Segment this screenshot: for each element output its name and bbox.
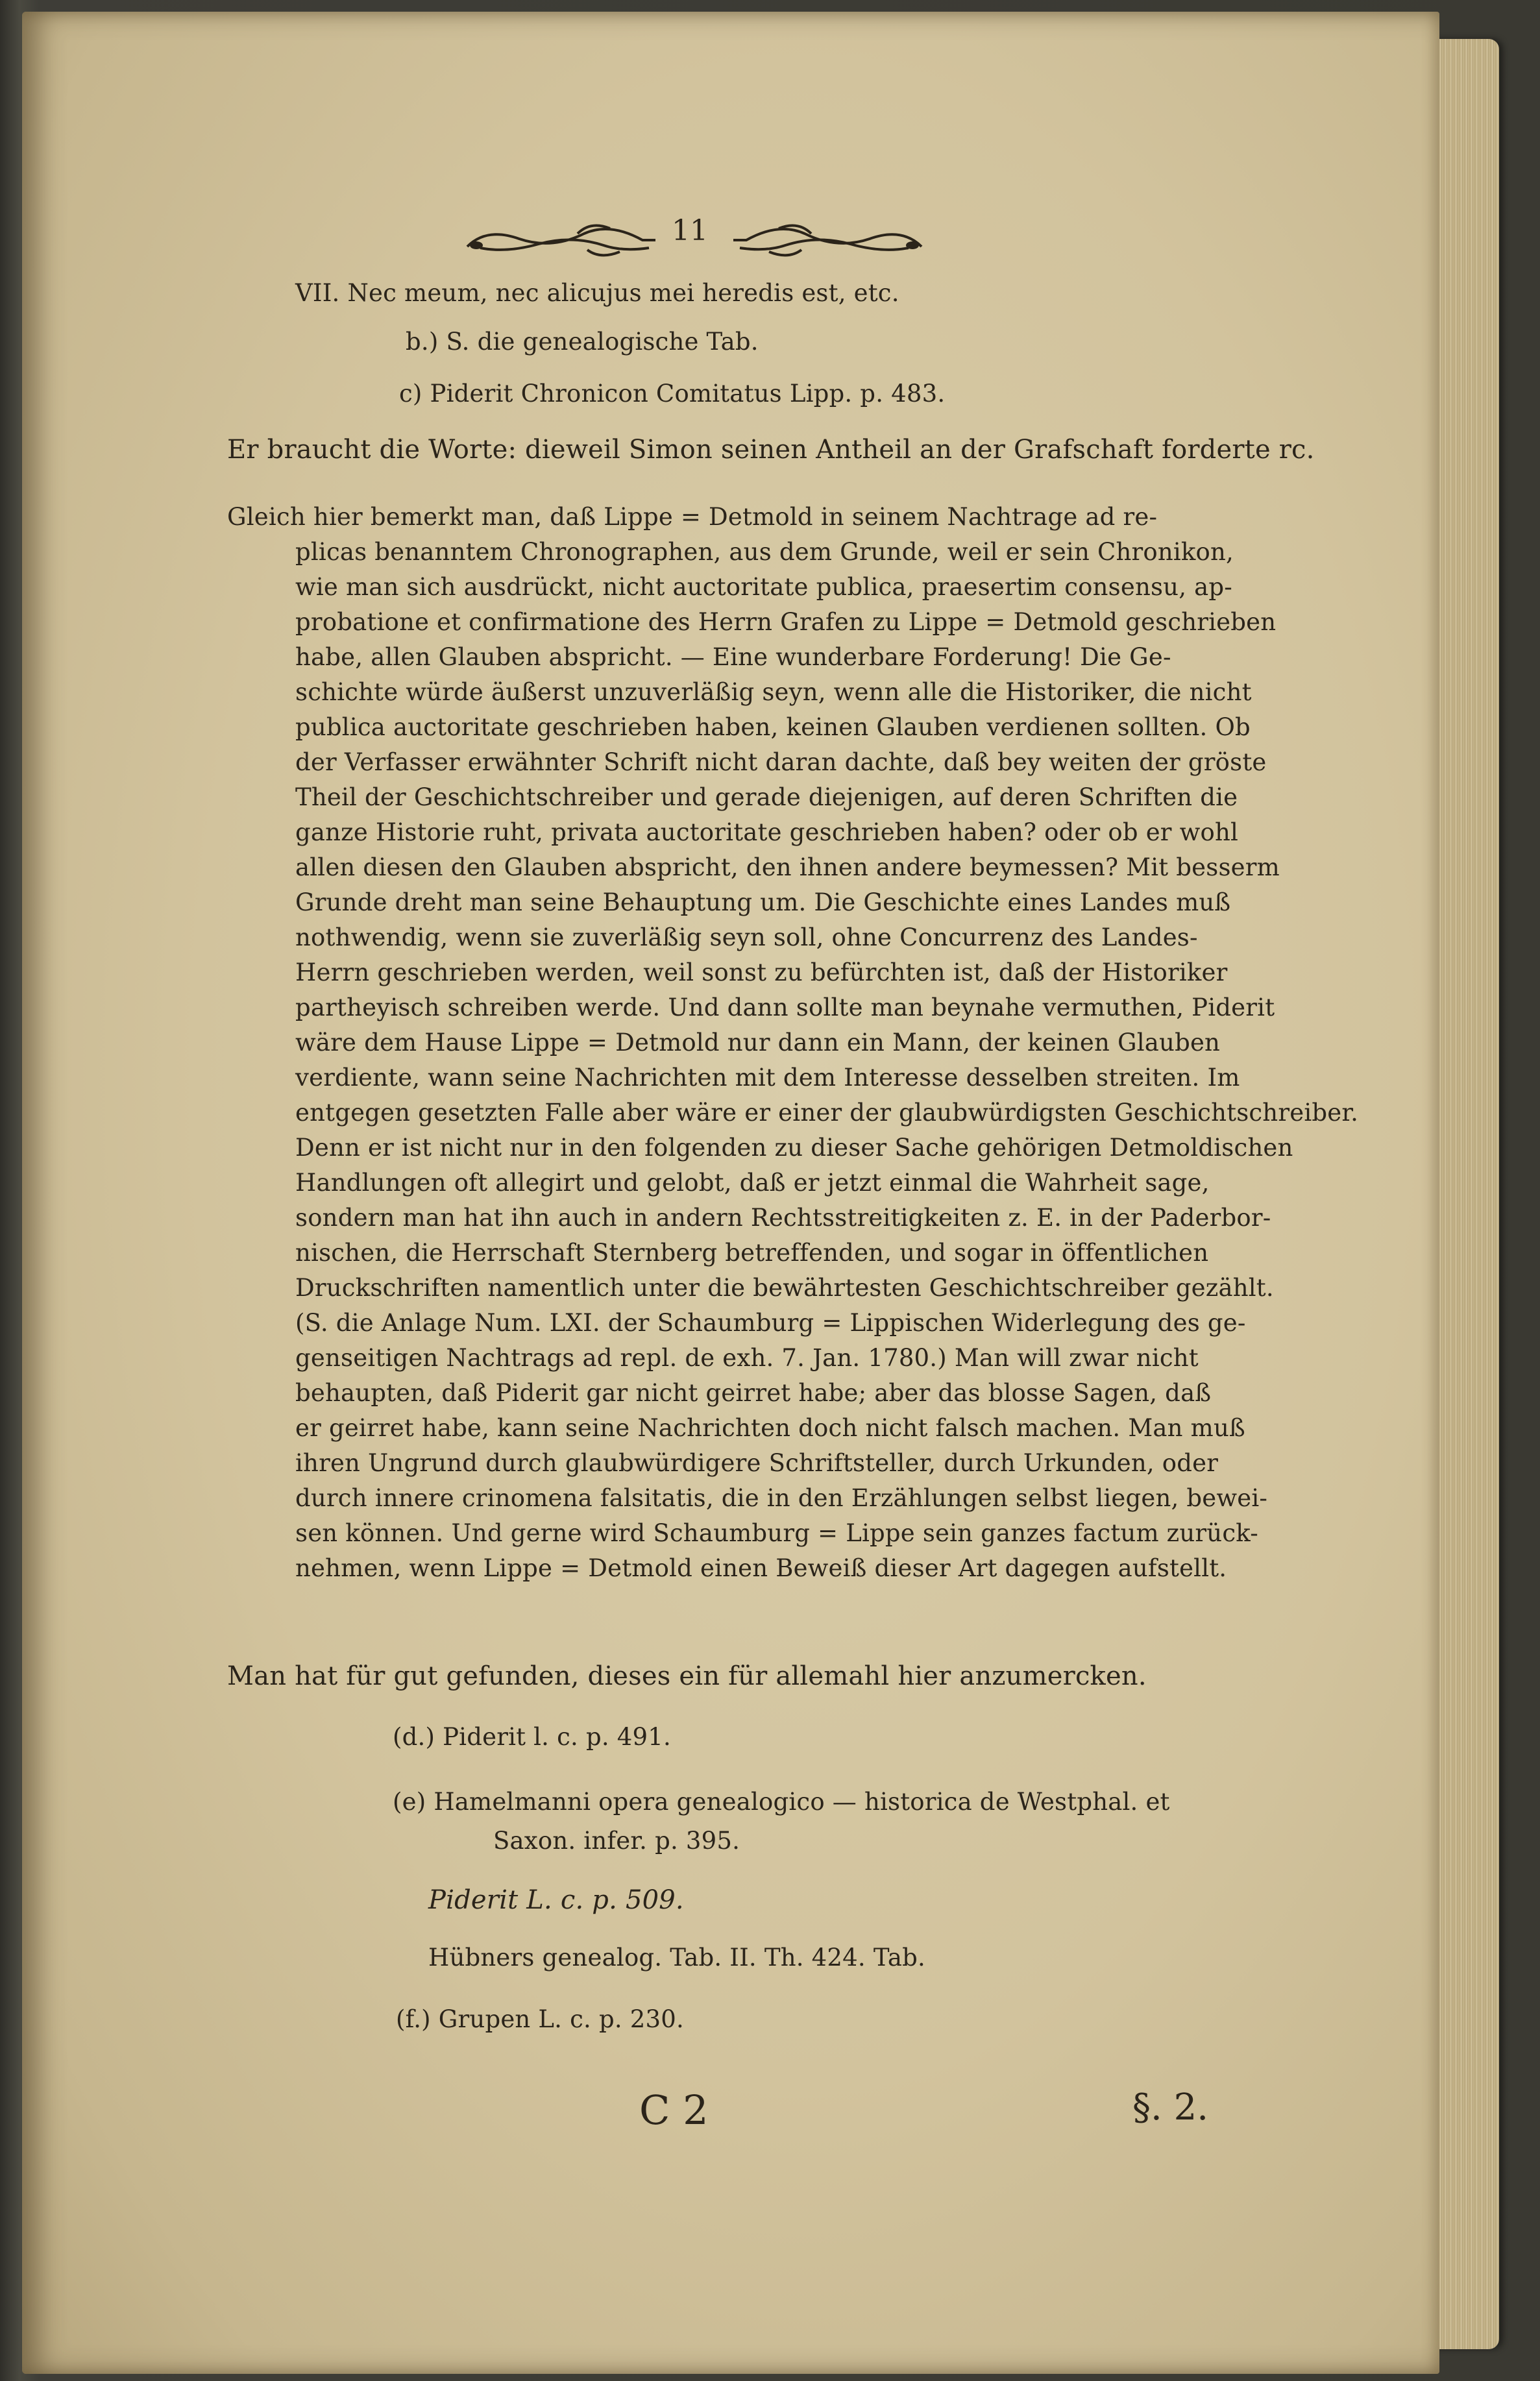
paragraph-line: genseitigen Nachtrags ad repl. de exh. 7. Jan. 1780.) Man will zwar nicht: [295, 1344, 1199, 1372]
paragraph-line: nehmen, wenn Lippe = Detmold einen Beweiß dieser Art dagegen aufstellt.: [295, 1554, 1227, 1582]
note-top-2: b.) S. die genealogische Tab.: [406, 328, 759, 356]
note-bottom-4: Piderit L. c. p. 509.: [428, 1885, 684, 1915]
paragraph-line: sondern man hat ihn auch in andern Rechtsstreitigkeiten z. E. in der Paderbor-: [295, 1204, 1271, 1232]
paragraph-line: Denn er ist nicht nur in den folgenden zu dieser Sache gehörigen Detmoldischen: [295, 1134, 1293, 1162]
paragraph-line: plicas benanntem Chronographen, aus dem Grunde, weil er sein Chronikon,: [295, 538, 1234, 566]
note-bottom-6: (f.) Grupen L. c. p. 230.: [396, 2005, 684, 2033]
paragraph-line: behaupten, daß Piderit gar nicht geirret habe; aber das blosse Sagen, daß: [295, 1379, 1212, 1407]
paragraph-line: ganze Historie ruht, privata auctoritate geschrieben haben? oder ob er wohl: [295, 818, 1239, 846]
closing-line: Man hat für gut gefunden, dieses ein für allemahl hier anzumercken.: [227, 1661, 1147, 1691]
paragraph-line: Theil der Geschichtschreiber und gerade diejenigen, auf deren Schriften die: [295, 783, 1238, 811]
intro-line: Er braucht die Worte: dieweil Simon seinen Antheil an der Grafschaft forderte rc.: [227, 435, 1315, 465]
paragraph-line: partheyisch schreiben werde. Und dann sollte man beynahe vermuthen, Piderit: [295, 994, 1275, 1021]
paragraph-line: habe, allen Glauben abspricht. — Eine wunderbare Forderung! Die Ge-: [295, 643, 1171, 671]
paragraph-line: nischen, die Herrschaft Sternberg betreffenden, und sogar in öffentlichen: [295, 1239, 1209, 1267]
note-bottom-2: (e) Hamelmanni opera genealogico — historica de Westphal. et: [393, 1788, 1170, 1816]
paragraph-line: Druckschriften namentlich unter die bewährtesten Geschichtschreiber gezählt.: [295, 1274, 1274, 1302]
note-bottom-5: Hübners genealog. Tab. II. Th. 424. Tab.: [428, 1944, 925, 1972]
paragraph-line: wäre dem Hause Lippe = Detmold nur dann ein Mann, der keinen Glauben: [295, 1029, 1221, 1056]
paragraph-line: er geirret habe, kann seine Nachrichten doch nicht falsch machen. Man muß: [295, 1414, 1245, 1442]
note-top-3: c) Piderit Chronicon Comitatus Lipp. p. 483.: [399, 380, 946, 408]
paragraph-line: entgegen gesetzten Falle aber wäre er einer der glaubwürdigsten Geschichtschreiber.: [295, 1099, 1359, 1127]
paragraph-line: publica auctoritate geschrieben haben, keinen Glauben verdienen sollten. Ob: [295, 713, 1251, 741]
paragraph-line: sen können. Und gerne wird Schaumburg = Lippe sein ganzes factum zurück-: [295, 1519, 1258, 1547]
paragraph-line: allen diesen den Glauben abspricht, den ihnen andere beymessen? Mit besserm: [295, 853, 1280, 881]
paragraph-line: Herrn geschrieben werden, weil sonst zu befürchten ist, daß der Historiker: [295, 959, 1228, 986]
paragraph-line: Handlungen oft allegirt und gelobt, daß er jetzt einmal die Wahrheit sage,: [295, 1169, 1210, 1197]
paragraph-line: Gleich hier bemerkt man, daß Lippe = Detmold in seinem Nachtrage ad re-: [227, 503, 1158, 531]
paragraph-line: schichte würde äußerst unzuverläßig seyn, wenn alle die Historiker, die nicht: [295, 678, 1252, 706]
catchword: §. 2.: [1132, 2086, 1209, 2129]
paragraph-line: wie man sich ausdrückt, nicht auctoritate publica, praesertim consensu, ap-: [295, 573, 1232, 601]
note-bottom-3: Saxon. infer. p. 395.: [493, 1827, 740, 1855]
paragraph-line: Grunde dreht man seine Behauptung um. Die Geschichte eines Landes muß: [295, 888, 1231, 916]
paragraph-line: der Verfasser erwähnter Schrift nicht daran dachte, daß bey weiten der gröste: [295, 748, 1267, 776]
paragraph-line: nothwendig, wenn sie zuverläßig seyn soll, ohne Concurrenz des Landes-: [295, 923, 1198, 951]
paragraph-line: ihren Ungrund durch glaubwürdigere Schriftsteller, durch Urkunden, oder: [295, 1449, 1219, 1477]
paragraph-line: (S. die Anlage Num. LXI. der Schaumburg = Lippischen Widerlegung des ge-: [295, 1309, 1246, 1337]
paragraph-line: verdiente, wann seine Nachrichten mit dem Interesse desselben streiten. Im: [295, 1064, 1240, 1092]
note-top-1: VII. Nec meum, nec alicujus mei heredis est, etc.: [295, 279, 899, 307]
note-bottom-1: (d.) Piderit l. c. p. 491.: [393, 1723, 671, 1751]
signature-mark: C 2: [639, 2086, 709, 2134]
paragraph-line: durch innere crinomena falsitatis, die in den Erzählungen selbst liegen, bewei-: [295, 1484, 1268, 1512]
page-number: 11: [672, 214, 708, 247]
paragraph-line: probatione et confirmatione des Herrn Grafen zu Lippe = Detmold geschrieben: [295, 608, 1277, 636]
